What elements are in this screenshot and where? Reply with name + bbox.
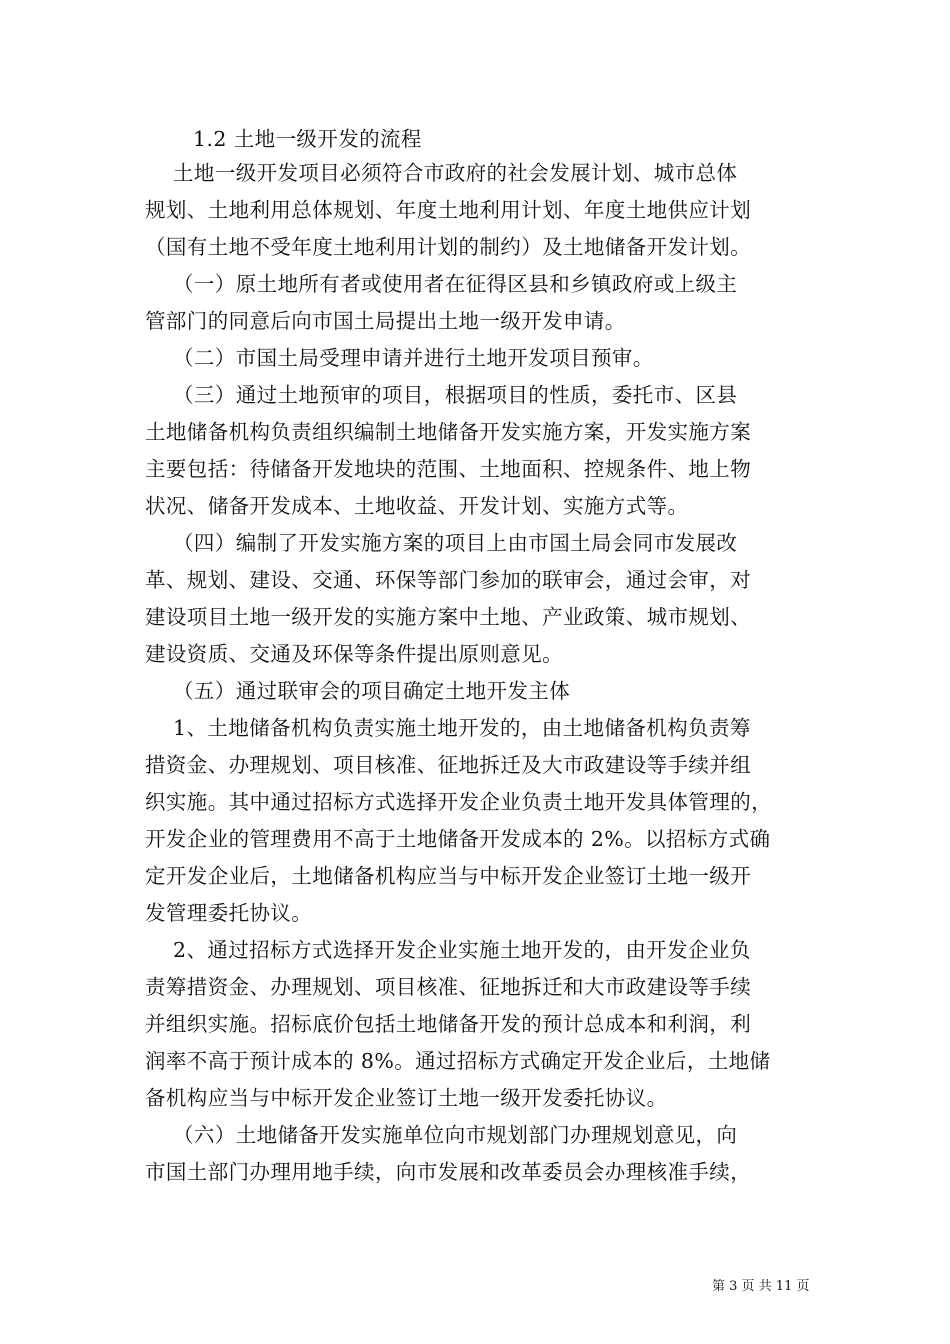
paragraph-line: 革、规划、建设、交通、环保等部门参加的联审会，通过会审，对 [145, 568, 752, 592]
paragraph-line: （六）土地储备开发实施单位向市规划部门办理规划意见，向 [173, 1123, 738, 1147]
paragraph-line: 规划、土地利用总体规划、年度土地利用计划、年度土地供应计划 [145, 198, 752, 222]
paragraph-line: 责筹措资金、办理规划、项目核准、征地拆迁和大市政建设等手续 [145, 975, 752, 999]
paragraph-line: （国有土地不受年度土地利用计划的制约）及土地储备开发计划。 [145, 235, 752, 259]
section-heading: 1.2 土地一级开发的流程 [193, 127, 422, 151]
paragraph-line: 土地一级开发项目必须符合市政府的社会发展计划、城市总体 [173, 161, 738, 185]
paragraph-line: 建设项目土地一级开发的实施方案中土地、产业政策、城市规划、 [145, 605, 752, 629]
paragraph-line: 1、土地储备机构负责实施土地开发的，由土地储备机构负责筹 [173, 716, 751, 740]
paragraph-line: （三）通过土地预审的项目，根据项目的性质，委托市、区县 [173, 383, 738, 407]
paragraph-line: 发管理委托协议。 [145, 901, 313, 925]
paragraph-line: 并组织实施。招标底价包括土地储备开发的预计总成本和利润，利 [145, 1012, 752, 1036]
paragraph-line: （一）原土地所有者或使用者在征得区县和乡镇政府或上级主 [173, 272, 738, 296]
paragraph-line: 备机构应当与中标开发企业签订土地一级开发委托协议。 [145, 1086, 668, 1110]
page-number: 第 3 页 共 11 页 [712, 1279, 810, 1294]
paragraph-line: 建设资质、交通及环保等条件提出原则意见。 [145, 642, 563, 666]
paragraph-line: 措资金、办理规划、项目核准、征地拆迁及大市政建设等手续并组 [145, 753, 752, 777]
paragraph-line: 开发企业的管理费用不高于土地储备开发成本的 2%。以招标方式确 [145, 827, 771, 851]
paragraph-line: 定开发企业后，土地储备机构应当与中标开发企业签订土地一级开 [145, 864, 752, 888]
paragraph-line: 织实施。其中通过招标方式选择开发企业负责土地开发具体管理的， [145, 790, 772, 814]
paragraph-line: 润率不高于预计成本的 8%。通过招标方式确定开发企业后，土地储 [145, 1049, 771, 1073]
paragraph-line: （五）通过联审会的项目确定土地开发主体 [173, 679, 571, 703]
paragraph-line: 2、通过招标方式选择开发企业实施土地开发的，由开发企业负 [173, 938, 751, 962]
paragraph-line: 主要包括：待储备开发地块的范围、土地面积、控规条件、地上物 [145, 457, 752, 481]
paragraph-line: （二）市国土局受理申请并进行土地开发项目预审。 [173, 346, 654, 370]
paragraph-line: 状况、储备开发成本、土地收益、开发计划、实施方式等。 [145, 494, 689, 518]
paragraph-line: （四）编制了开发实施方案的项目上由市国土局会同市发展改 [173, 531, 738, 555]
paragraph-line: 管部门的同意后向市国土局提出土地一级开发申请。 [145, 309, 626, 333]
paragraph-line: 市国土部门办理用地手续，向市发展和改革委员会办理核准手续， [145, 1160, 752, 1184]
paragraph-line: 土地储备机构负责组织编制土地储备开发实施方案，开发实施方案 [145, 420, 752, 444]
